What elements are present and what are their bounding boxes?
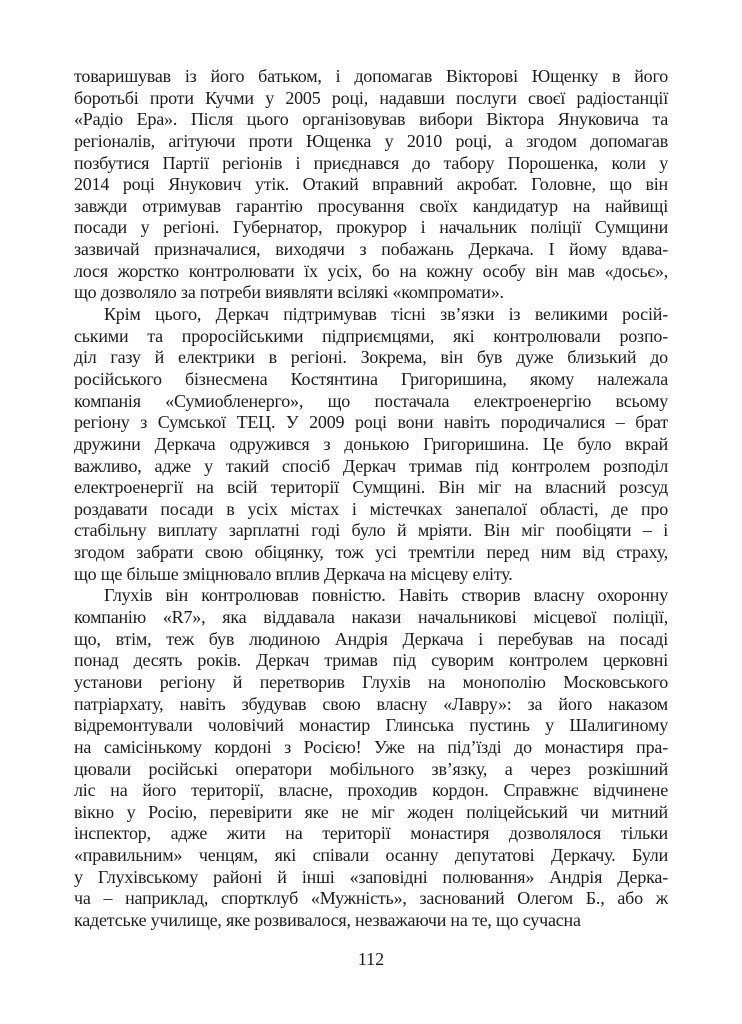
text-line: інспектор, адже жити на території монастиря дозволялося тільки <box>74 823 668 844</box>
text-line: ськими та проросійськими підприємцями, які контролювали розпо- <box>74 325 668 346</box>
text-line: діл газу й електрики в регіоні. Зокрема, він був дуже близький до <box>74 347 668 368</box>
text-line: вікно у Росію, перевірити яке не міг жоден поліцейський чи митний <box>74 801 668 822</box>
text-line: товаришував із його батьком, і допомагав Вікторові Ющенку в його <box>74 66 668 86</box>
text-line: боротьбі проти Кучми у 2005 році, надавши послуги своєї радіостанції <box>74 87 668 108</box>
text-line: ліс на його території, власне, проходив кордон. Справжнє відчинене <box>74 780 668 801</box>
text-line: регіону з Сумської ТЕЦ. У 2009 році вони навіть породичалися – брат <box>74 412 668 433</box>
text-line: регіоналів, агітуючи проти Ющенка у 2010 році, а згодом допомагав <box>74 130 668 151</box>
text-line: роздавати посади в усіх містах і містечках занепалої області, де про <box>74 498 668 519</box>
paragraph <box>74 585 668 931</box>
text-line: на самісінькому кордоні з Росією! Уже на під’їзді до монастиря пра- <box>74 736 668 757</box>
text-line: компанія «Сумиобленерго», що постачала електроенергію всьому <box>74 390 668 411</box>
text-line: «Радіо Ера». Після цього організовував вибори Віктора Януковича та <box>74 109 668 130</box>
text-line: установи регіону й перетворив Глухів на монополію Московського <box>74 671 668 692</box>
text-line: зазвичай призначалися, виходячи з побажань Деркача. І йому вдава- <box>74 239 668 260</box>
text-line: дружини Деркача одружився з донькою Григоришина. Це було вкрай <box>74 433 668 454</box>
page-text <box>74 66 668 932</box>
text-line: Крім цього, Деркач підтримував тісні зв’язки із великими росій- <box>104 304 668 325</box>
text-line: у Глухівському районі й інші «заповідні полювання» Андрія Дерка- <box>74 866 668 887</box>
text-line: що дозволяло за потреби виявляти всілякі «компромати». <box>74 282 504 303</box>
text-line: що, втім, теж був людиною Андрія Деркача і перебував на посаді <box>74 628 668 649</box>
paragraph <box>74 304 668 585</box>
text-line: цювали російські оператори мобільного зв’язку, а через розкішний <box>74 758 668 779</box>
text-line: електроенергії на всій території Сумщині. Він міг на власний розсуд <box>74 477 668 498</box>
text-line: кадетське училище, яке розвивалося, незважаючи на те, що сучасна <box>74 909 581 930</box>
text-line: завжди отримував гарантію просування своїх кандидатур на найвищі <box>74 195 668 216</box>
text-line: Глухів він контролював повністю. Навіть створив власну охоронну <box>104 585 668 606</box>
text-line: відремонтували чоловічий монастир Глинська пустинь у Шалигиному <box>74 715 668 736</box>
text-line: стабільну виплату зарплатні годі було й мріяти. Він міг пообіцяти – і <box>74 520 668 541</box>
text-line: патріархату, навіть збудував свою власну «Лавру»: за його наказом <box>74 693 668 714</box>
text-line: лося жорстко контролювати їх усіх, бо на кожну особу він мав «досьє», <box>74 260 668 281</box>
text-line: «правильним» ченцям, які співали осанну депутатові Деркачу. Були <box>74 845 668 866</box>
text-line: ча – наприклад, спортклуб «Мужність», заснований Олегом Б., або ж <box>74 888 668 909</box>
page-number: 112 <box>357 949 385 969</box>
text-line: 2014 році Янукович утік. Отакий вправний акробат. Головне, що він <box>74 174 668 195</box>
text-line: згодом забрати свою обіцянку, тож усі тремтіли перед ним від страху, <box>74 542 668 563</box>
paragraph <box>74 66 668 304</box>
text-line: важливо, адже у такий спосіб Деркач тримав під контролем розподіл <box>74 455 668 476</box>
text-line: позбутися Партії регіонів і приєднався до табору Порошенка, коли у <box>74 152 668 173</box>
text-line: що ще більше зміцнювало вплив Деркача на місцеву еліту. <box>74 563 513 584</box>
text-line: посади у регіоні. Губернатор, прокурор і начальник поліції Сумщини <box>74 217 668 238</box>
text-line: понад десять років. Деркач тримав під суворим контролем церковні <box>74 650 668 671</box>
text-line: компанію «R7», яка віддавала накази начальникові місцевої поліції, <box>74 607 668 628</box>
text-line: російського бізнесмена Костянтина Григоришина, якому належала <box>74 368 668 389</box>
